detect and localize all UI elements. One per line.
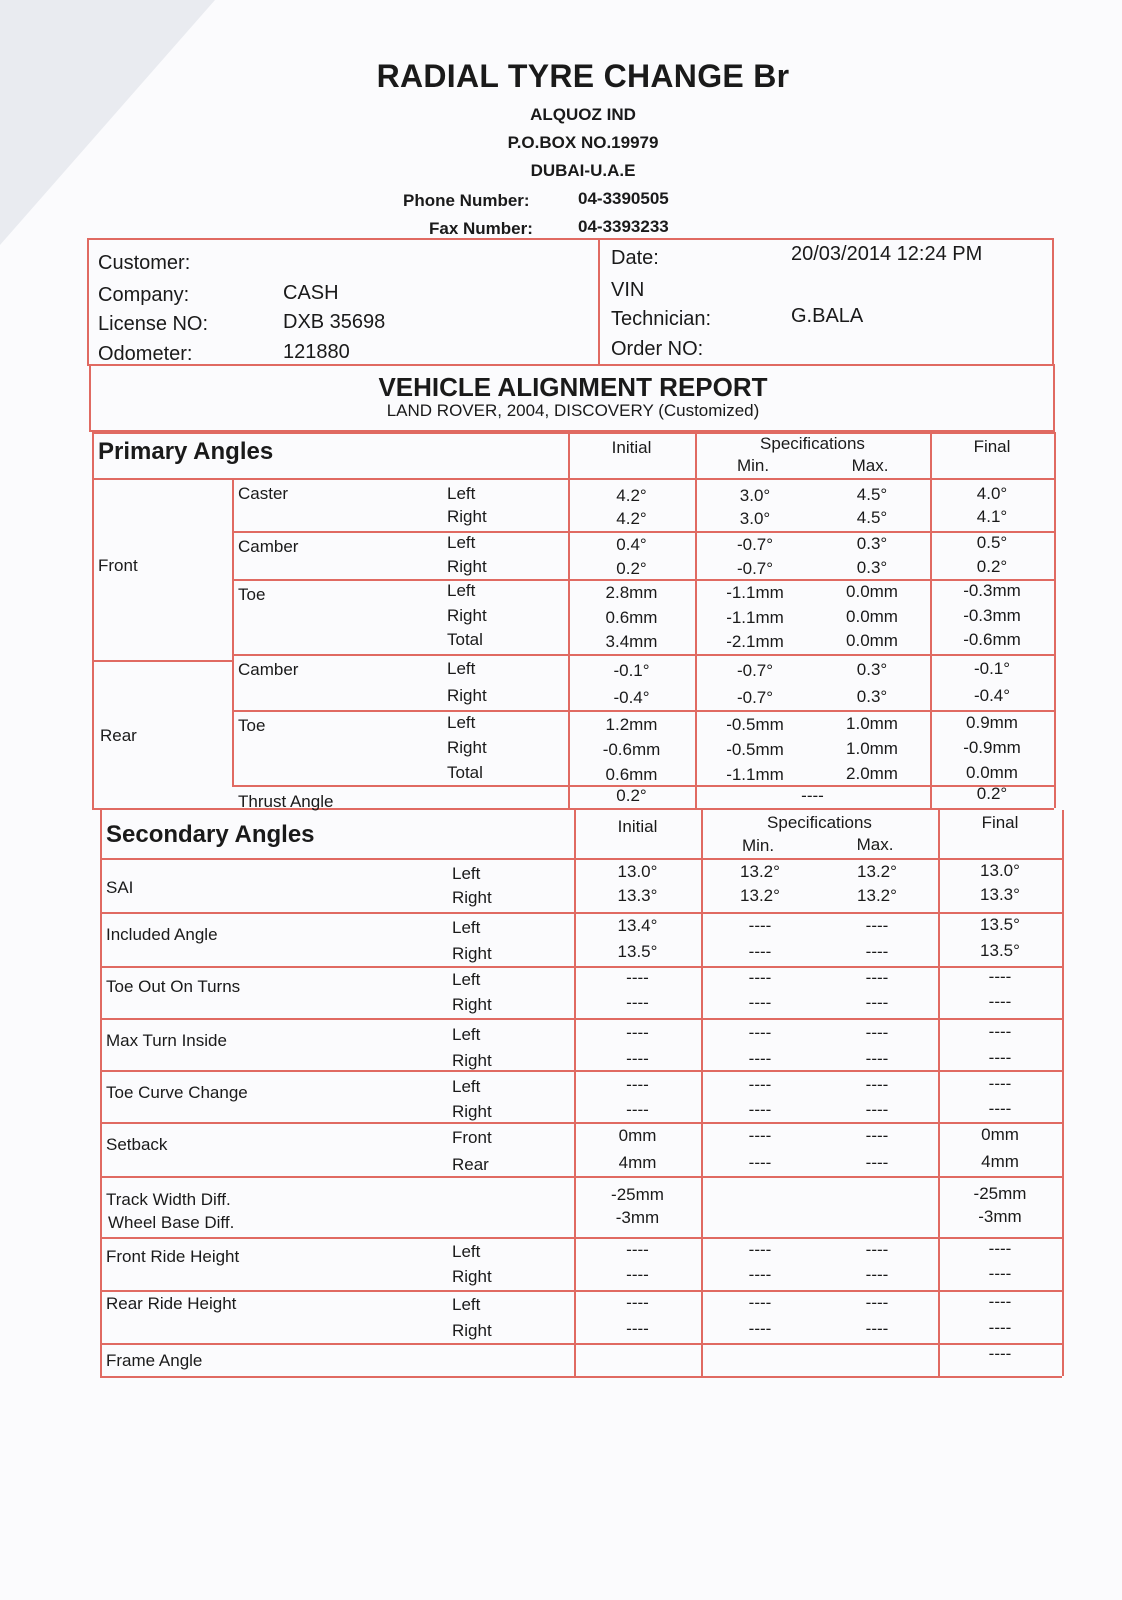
front_toe-side-left: Left xyxy=(447,581,476,600)
included-angle-final-1: 13.5° xyxy=(980,941,1020,960)
caster-side-right: Right xyxy=(447,507,487,526)
grid-line xyxy=(100,1290,1062,1292)
order-label: Order NO: xyxy=(611,338,704,360)
fax-value: 04-3393233 xyxy=(578,217,669,236)
grid-line xyxy=(100,858,1062,860)
rear_toe-final-0: 0.9mm xyxy=(966,713,1018,732)
included-angle-min-1: ---- xyxy=(748,942,772,961)
date-value: 20/03/2014 12:24 PM xyxy=(791,243,983,265)
max-turn-inside-initial-0: ---- xyxy=(626,1023,649,1042)
customer-label: Customer: xyxy=(98,252,191,274)
max-turn-inside-side-1: Right xyxy=(452,1051,492,1070)
rear-label: Rear xyxy=(100,726,137,745)
toe-out-on-turns-max-0: ---- xyxy=(865,968,889,987)
rear-ride-height-final-1: ---- xyxy=(988,1318,1012,1337)
date-label: Date: xyxy=(611,247,659,269)
front_toe-max-0: 0.0mm xyxy=(846,582,898,601)
rear-ride-height-initial-0: ---- xyxy=(626,1293,649,1312)
sai-max-1: 13.2° xyxy=(857,886,897,905)
grid-line xyxy=(232,710,1054,712)
grid-line xyxy=(100,1237,1062,1239)
toe-out-on-turns-initial-1: ---- xyxy=(626,993,649,1012)
setback-final-1: 4mm xyxy=(981,1152,1019,1171)
company-title: RADIAL TYRE CHANGE Br xyxy=(376,58,790,94)
secondary-angles-title: Secondary Angles xyxy=(106,821,315,848)
track-width-diff-label: Track Width Diff. xyxy=(106,1190,231,1209)
setback-max-0: ---- xyxy=(865,1126,889,1145)
caster-final-1: 4.1° xyxy=(976,507,1008,526)
odometer-value: 121880 xyxy=(283,341,350,363)
setback-initial-1: 4mm xyxy=(618,1153,657,1172)
front_camber-max-1: 0.3° xyxy=(856,558,888,577)
company-value: CASH xyxy=(283,282,339,304)
sai-side-0: Left xyxy=(452,864,481,883)
toe-curve-change-max-1: ---- xyxy=(865,1100,889,1119)
front_toe-side-total: Total xyxy=(447,630,483,649)
front-ride-height-max-1: ---- xyxy=(865,1265,889,1284)
track-width-diff-initial-0: -25mm xyxy=(611,1185,664,1204)
grid-line xyxy=(100,1070,1062,1072)
secondary-max-column-header: Max. xyxy=(856,835,894,854)
rear_camber-final-0: -0.1° xyxy=(973,659,1011,678)
max-turn-inside-label: Max Turn Inside xyxy=(106,1031,227,1050)
front-ride-height-initial-0: ---- xyxy=(626,1240,649,1259)
front_camber-label: Camber xyxy=(238,537,299,556)
rear-ride-height-initial-1: ---- xyxy=(626,1319,649,1338)
grid-line xyxy=(100,1018,1062,1020)
sai-final-1: 13.3° xyxy=(980,885,1020,904)
license-value: DXB 35698 xyxy=(283,311,386,333)
rear_toe-max-0: 1.0mm xyxy=(846,714,898,733)
rear_camber-initial-1: -0.4° xyxy=(613,688,650,707)
thrust-angle-initial: 0.2° xyxy=(616,786,647,805)
setback-initial-0: 0mm xyxy=(618,1126,657,1145)
wheel-base-diff-label: Wheel Base Diff. xyxy=(108,1213,235,1232)
rear-ride-height-max-1: ---- xyxy=(865,1319,889,1338)
thrust-angle-label: Thrust Angle xyxy=(238,792,334,811)
track-width-diff-final-1: -3mm xyxy=(978,1207,1022,1226)
front_camber-side-left: Left xyxy=(447,533,476,552)
rear_toe-initial-0: 1.2mm xyxy=(605,715,658,734)
max-turn-inside-side-0: Left xyxy=(452,1025,481,1044)
rear_toe-final-1: -0.9mm xyxy=(963,738,1021,757)
toe-out-on-turns-final-0: ---- xyxy=(988,967,1012,986)
included-angle-label: Included Angle xyxy=(106,925,218,944)
front-ride-height-label: Front Ride Height xyxy=(106,1247,240,1266)
included-angle-final-0: 13.5° xyxy=(980,915,1020,934)
front_toe-final-2: -0.6mm xyxy=(963,630,1021,649)
toe-curve-change-side-0: Left xyxy=(452,1077,481,1096)
front_camber-min-1: -0.7° xyxy=(736,559,774,578)
caster-side-left: Left xyxy=(447,484,476,503)
rear_camber-initial-0: -0.1° xyxy=(613,661,650,680)
included-angle-side-1: Right xyxy=(452,944,492,963)
initial-column-header: Initial xyxy=(611,438,652,457)
rear_toe-max-1: 1.0mm xyxy=(846,739,898,758)
toe-out-on-turns-max-1: ---- xyxy=(865,993,889,1012)
secondary-initial-column-header: Initial xyxy=(617,817,658,836)
front_camber-side-right: Right xyxy=(447,557,487,576)
front-ride-height-final-0: ---- xyxy=(988,1239,1012,1258)
toe-curve-change-initial-1: ---- xyxy=(626,1100,649,1119)
rear_toe-final-2: 0.0mm xyxy=(966,763,1018,782)
rear_camber-max-1: 0.3° xyxy=(856,687,888,706)
rear_toe-min-0: -0.5mm xyxy=(726,715,784,734)
front_camber-final-0: 0.5° xyxy=(976,533,1008,552)
technician-value: G.BALA xyxy=(791,305,864,327)
rear-ride-height-final-0: ---- xyxy=(988,1292,1012,1311)
sai-min-1: 13.2° xyxy=(740,886,780,905)
phone-label: Phone Number: xyxy=(403,191,530,210)
address-line-1: ALQUOZ IND xyxy=(530,105,636,124)
caster-max-1: 4.5° xyxy=(856,508,888,527)
front_toe-final-1: -0.3mm xyxy=(963,606,1021,625)
included-angle-max-0: ---- xyxy=(865,916,889,935)
grid-line xyxy=(232,654,1054,656)
max-turn-inside-max-1: ---- xyxy=(865,1049,889,1068)
rear_camber-min-0: -0.7° xyxy=(736,661,774,680)
grid-line xyxy=(92,432,1054,434)
included-angle-max-1: ---- xyxy=(865,942,889,961)
setback-max-1: ---- xyxy=(865,1153,889,1172)
secondary-specifications-column-header: Specifications xyxy=(767,813,872,832)
primary-angles-title: Primary Angles xyxy=(98,438,274,465)
rear_toe-min-2: -1.1mm xyxy=(726,765,784,784)
included-angle-initial-0: 13.4° xyxy=(617,916,658,935)
secondary-bottom-border xyxy=(100,1376,1062,1378)
rear_toe-min-1: -0.5mm xyxy=(726,740,784,759)
rear-ride-height-max-0: ---- xyxy=(865,1293,889,1312)
rear_toe-side-right: Right xyxy=(447,738,487,757)
rear_toe-side-left: Left xyxy=(447,713,476,732)
setback-min-0: ---- xyxy=(748,1126,772,1145)
front-ride-height-side-1: Right xyxy=(452,1267,492,1286)
rear_toe-label: Toe xyxy=(238,716,266,735)
sai-side-1: Right xyxy=(452,888,492,907)
grid-line xyxy=(232,531,1054,533)
track-width-diff-initial-1: -3mm xyxy=(615,1208,660,1227)
grid-line xyxy=(232,478,234,785)
track-width-diff-final-0: -25mm xyxy=(973,1184,1027,1203)
front-ride-height-final-1: ---- xyxy=(988,1264,1012,1283)
frame-angle-label: Frame Angle xyxy=(106,1351,203,1370)
front_toe-label: Toe xyxy=(238,585,266,604)
grid-line xyxy=(100,1122,1062,1124)
caster-initial-0: 4.2° xyxy=(616,486,647,505)
primary-left-border xyxy=(92,432,94,808)
front-ride-height-max-0: ---- xyxy=(865,1240,889,1259)
technician-label: Technician: xyxy=(611,308,712,330)
secondary-final-column-header: Final xyxy=(981,813,1019,832)
thrust-angle-spec: ---- xyxy=(801,786,824,805)
rear-ride-height-side-0: Left xyxy=(452,1295,481,1314)
fax-label: Fax Number: xyxy=(429,219,533,238)
rear_camber-final-1: -0.4° xyxy=(973,686,1011,705)
front-ride-height-initial-1: ---- xyxy=(626,1265,649,1284)
front_toe-initial-1: 0.6mm xyxy=(605,608,658,627)
front_toe-initial-0: 2.8mm xyxy=(605,583,658,602)
grid-line xyxy=(92,660,232,662)
setback-min-1: ---- xyxy=(748,1153,772,1172)
grid-line xyxy=(100,1176,1062,1178)
toe-out-on-turns-label: Toe Out On Turns xyxy=(106,977,241,996)
front_toe-initial-2: 3.4mm xyxy=(605,632,658,651)
toe-out-on-turns-side-1: Right xyxy=(452,995,492,1014)
primary-right-border xyxy=(1054,432,1056,808)
company-label: Company: xyxy=(98,284,190,306)
caster-initial-1: 4.2° xyxy=(616,509,647,528)
rear_camber-side-right: Right xyxy=(447,686,487,705)
front-ride-height-side-0: Left xyxy=(452,1242,481,1261)
front-label: Front xyxy=(98,556,138,575)
rear_camber-label: Camber xyxy=(238,660,299,679)
grid-line xyxy=(568,432,570,808)
rear-ride-height-min-0: ---- xyxy=(748,1293,772,1312)
front_camber-max-0: 0.3° xyxy=(856,534,888,553)
grid-line xyxy=(92,808,1054,810)
grid-line xyxy=(100,1343,1062,1345)
included-angle-side-0: Left xyxy=(452,918,481,937)
front-ride-height-min-1: ---- xyxy=(748,1265,772,1284)
toe-curve-change-side-1: Right xyxy=(452,1102,492,1121)
toe-out-on-turns-min-0: ---- xyxy=(748,968,772,987)
max-turn-inside-final-0: ---- xyxy=(988,1022,1012,1041)
front_toe-min-2: -2.1mm xyxy=(726,632,784,651)
sai-min-0: 13.2° xyxy=(740,862,780,881)
front_toe-side-right: Right xyxy=(447,606,487,625)
setback-side-0: Front xyxy=(452,1128,492,1147)
rear_toe-initial-2: 0.6mm xyxy=(605,765,658,784)
toe-out-on-turns-initial-0: ---- xyxy=(626,968,649,987)
secondary-min-column-header: Min. xyxy=(741,836,775,855)
rear_toe-max-2: 2.0mm xyxy=(846,764,898,783)
frame-angle-final-0: ---- xyxy=(988,1344,1012,1363)
rear_toe-initial-1: -0.6mm xyxy=(602,740,661,759)
max-turn-inside-max-0: ---- xyxy=(865,1023,889,1042)
final-column-header: Final xyxy=(973,437,1011,456)
caster-final-0: 4.0° xyxy=(976,484,1008,503)
max-turn-inside-initial-1: ---- xyxy=(626,1049,649,1068)
max-turn-inside-min-1: ---- xyxy=(748,1049,772,1068)
rear_camber-side-left: Left xyxy=(447,659,476,678)
min-column-header: Min. xyxy=(736,456,770,475)
rear-ride-height-label: Rear Ride Height xyxy=(106,1294,237,1313)
report-subtitle: LAND ROVER, 2004, DISCOVERY (Customized) xyxy=(386,401,760,420)
toe-curve-change-min-1: ---- xyxy=(748,1100,772,1119)
grid-line xyxy=(92,478,1054,480)
max-turn-inside-min-0: ---- xyxy=(748,1023,772,1042)
toe-curve-change-label: Toe Curve Change xyxy=(106,1083,248,1102)
sai-initial-0: 13.0° xyxy=(617,862,658,881)
max-turn-inside-final-1: ---- xyxy=(988,1048,1012,1067)
toe-curve-change-final-0: ---- xyxy=(988,1074,1012,1093)
rear-ride-height-min-1: ---- xyxy=(748,1319,772,1338)
included-angle-min-0: ---- xyxy=(748,916,772,935)
rear-ride-height-side-1: Right xyxy=(452,1321,492,1340)
thrust-angle-final: 0.2° xyxy=(976,784,1008,803)
setback-side-1: Rear xyxy=(452,1155,489,1174)
secondary-right-border xyxy=(1062,810,1064,1376)
max-column-header: Max. xyxy=(851,456,889,475)
caster-min-1: 3.0° xyxy=(739,509,771,528)
front_camber-initial-1: 0.2° xyxy=(616,559,647,578)
setback-label: Setback xyxy=(106,1135,168,1154)
front_camber-min-0: -0.7° xyxy=(736,535,774,554)
rear_camber-min-1: -0.7° xyxy=(736,688,774,707)
sai-label: SAI xyxy=(106,878,134,897)
front-ride-height-min-0: ---- xyxy=(748,1240,772,1259)
phone-value: 04-3390505 xyxy=(578,189,669,208)
caster-min-0: 3.0° xyxy=(739,486,771,505)
specifications-column-header: Specifications xyxy=(760,434,865,453)
grid-line xyxy=(100,912,1062,914)
address-line-2: P.O.BOX NO.19979 xyxy=(507,133,659,152)
front_camber-initial-0: 0.4° xyxy=(616,535,647,554)
front_toe-min-0: -1.1mm xyxy=(726,583,784,602)
front_toe-max-2: 0.0mm xyxy=(846,631,898,650)
toe-out-on-turns-min-1: ---- xyxy=(748,993,772,1012)
caster-label: Caster xyxy=(238,484,289,503)
rear_toe-side-total: Total xyxy=(447,763,483,782)
sai-max-0: 13.2° xyxy=(857,862,897,881)
front_camber-final-1: 0.2° xyxy=(976,557,1008,576)
report-title: VEHICLE ALIGNMENT REPORT xyxy=(378,372,768,402)
front_toe-final-0: -0.3mm xyxy=(963,581,1021,600)
info-divider xyxy=(598,238,600,366)
rear_camber-max-0: 0.3° xyxy=(856,660,888,679)
sai-initial-1: 13.3° xyxy=(617,886,658,905)
toe-curve-change-final-1: ---- xyxy=(988,1099,1012,1118)
sai-final-0: 13.0° xyxy=(980,861,1020,880)
included-angle-initial-1: 13.5° xyxy=(617,942,658,961)
toe-curve-change-min-0: ---- xyxy=(748,1075,772,1094)
license-label: License NO: xyxy=(98,313,209,335)
front_toe-min-1: -1.1mm xyxy=(726,608,784,627)
setback-final-0: 0mm xyxy=(981,1125,1019,1144)
odometer-label: Odometer: xyxy=(98,343,193,365)
toe-out-on-turns-side-0: Left xyxy=(452,970,481,989)
toe-out-on-turns-final-1: ---- xyxy=(988,992,1012,1011)
front_toe-max-1: 0.0mm xyxy=(846,607,898,626)
toe-curve-change-initial-0: ---- xyxy=(626,1075,649,1094)
caster-max-0: 4.5° xyxy=(856,485,888,504)
toe-curve-change-max-0: ---- xyxy=(865,1075,889,1094)
vin-label: VIN xyxy=(611,279,645,301)
grid-line xyxy=(232,579,1054,581)
address-line-3: DUBAI-U.A.E xyxy=(530,161,636,180)
